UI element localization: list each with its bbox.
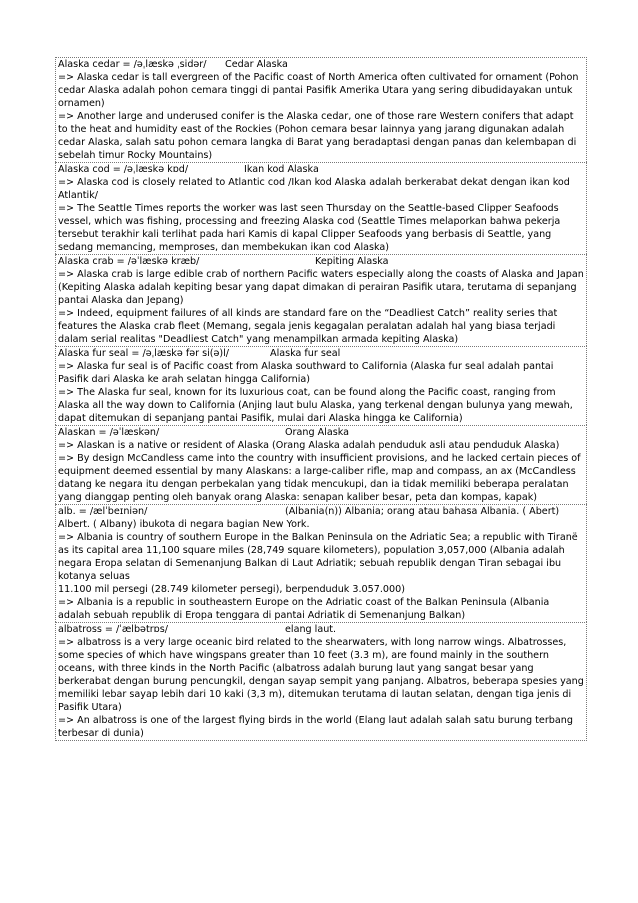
dictionary-page: [55, 57, 587, 741]
entry-definition: => Alaska cedar is tall evergreen of the Pacific coast of North America often cultivated for ornament (Pohon cedar Alaska adalah pohon cemara tinggi di pantai Pasifik Amerika Utara yang sering dibudidayakan untuk ornamen): [58, 72, 579, 109]
entry-definition: => albatross is a very large oceanic bird related to the shearwaters, with long narrow wings. Albatrosses, some species of which have wingspans greater than 10 feet (3.3 m), are found mainly in the southern oceans, with three kinds in the North Pacific (albatross adalah burung laut yang sangat besar yang berkerabat dengan burung pencungkil, dengan sayap sempit yang panjang. Albatros, beberapa spesies yang memiliki lebar sayap lebih dari 10 kaki (3,3 m), ditemukan terutama di lautan selatan, dengan tiga jenis di Pasifik Utara): [58, 637, 584, 713]
entry-term: Alaskan = /əˈlæskən/: [58, 427, 160, 438]
entry-definition: => Albania is country of southern Europe in the Balkan Peninsula on the Adriatic Sea; a republic with Tiranë as its capital area 11,100 square miles (28,749 square kilometers), population 3,057,000 (Albania adalah negara Eropa selatan di Semenanjung Balkan di Laut Adriatik; sebuah republik dengan Tiran sebagai ibu kotanya seluas: [58, 532, 578, 582]
entry-translation: elang laut.: [285, 624, 337, 635]
entry-translation: Ikan kod Alaska: [244, 164, 319, 175]
entry-term: albatross = /ˈælbətrɒs/: [58, 624, 168, 635]
entry-translation: Kepiting Alaska: [315, 256, 389, 267]
dictionary-entry: [55, 162, 587, 254]
entry-example: => Indeed, equipment failures of all kinds are standard fare on the “Deadliest Catch” reality series that features the Alaska crab fleet (Memang, segala jenis kegagalan peralatan adalah hal yang biasa terjadi dalam serial realitas "Deadliest Catch" yang menampilkan armada kepiting Alaska): [58, 308, 558, 345]
entry-definition: => Alaska fur seal is of Pacific coast from Alaska southward to California (Alaska fur seal adalah pantai Pasifik dari Alaska ke arah selatan hingga California): [58, 361, 554, 385]
entry-headword-row: [58, 255, 584, 268]
dictionary-entry: [55, 346, 587, 425]
entry-term: Alaska cod = /əˌlæskə kɒd/: [58, 164, 189, 175]
entry-term: alb. = /ælˈbeɪniən/: [58, 506, 148, 517]
entry-headword-row: [58, 505, 584, 518]
dictionary-entry: [55, 622, 587, 741]
dictionary-entry: [55, 504, 587, 622]
entry-example: => The Seattle Times reports the worker was last seen Thursday on the Seattle-based Clipper Seafoods vessel, which was fishing, processing and freezing Alaska cod (Seattle Times melaporkan bahwa pekerja tersebut terakhir kali terlihat pada hari Kamis di kapal Clipper Seafoods yang berbasis di Seattle, yang sedang memancing, memproses, dan membekukan ikan cod Alaska): [58, 203, 561, 253]
entry-headword-row: [58, 58, 584, 71]
entry-translation: (Albania(n)) Albania; orang atau bahasa Albania. ( Abert): [285, 506, 560, 517]
entry-translation: Cedar Alaska: [225, 59, 288, 70]
entry-example: => Another large and underused conifer is the Alaska cedar, one of those rare Western conifers that adapt to the heat and humidity east of the Rockies (Pohon cemara besar lainnya yang jarang digunakan adalah cedar Alaska, salah satu pohon cemara langka di Barat yang beradaptasi dengan panas dan kelembapan di sebelah timur Rocky Mountains): [58, 111, 577, 161]
dictionary-entry: [55, 254, 587, 346]
entry-definition: => Alaskan is a native or resident of Alaska (Orang Alaska adalah penduduk asli atau penduduk Alaska): [58, 440, 560, 451]
entry-headword-row: [58, 163, 584, 176]
dictionary-entry: [55, 425, 587, 504]
entry-example: => An albatross is one of the largest flying birds in the world (Elang laut adalah salah satu burung terbang terbesar di dunia): [58, 715, 573, 739]
entry-headword-row: [58, 623, 584, 636]
entry-definition-continued: 11.100 mil persegi (28.749 kilometer persegi), berpenduduk 3.057.000): [58, 584, 405, 595]
entry-term: Alaska crab = /əˈlæskə kræb/: [58, 256, 200, 267]
entry-example: => The Alaska fur seal, known for its luxurious coat, can be found along the Pacific coast, ranging from Alaska all the way down to California (Anjing laut bulu Alaska, yang terkenal dengan bulunya yang mewah, dapat ditemukan di sepanjang pantai Pasifik, mulai dari Alaska hingga ke California): [58, 387, 573, 424]
entry-term: Alaska fur seal = /əˌlæskə fər si(ə)l/: [58, 348, 230, 359]
entry-translation: Alaska fur seal: [270, 348, 341, 359]
entry-example: => Albania is a republic in southeastern Europe on the Adriatic coast of the Balkan Peninsula (Albania adalah sebuah republik di Eropa tenggara di pantai Adriatik di Semenanjung Balkan): [58, 597, 550, 621]
entry-headword-row: [58, 347, 584, 360]
entry-term: Alaska cedar = /əˌlæskə ˌsidər/: [58, 59, 207, 70]
entry-definition: => Alaska cod is closely related to Atlantic cod /Ikan kod Alaska adalah berkerabat dekat dengan ikan kod Atlantik/: [58, 177, 570, 201]
entry-headword-row: [58, 426, 584, 439]
entry-example: => By design McCandless came into the country with insufficient provisions, and he lacked certain pieces of equipment deemed essential by many Alaskans: a large-caliber rifle, map and compass, an ax (McCandless datang ke negara itu dengan perbekalan yang tidak mencukupi, dan ia tidak memiliki beberapa peralatan yang dianggap penting oleh banyak orang Alaska: senapan kaliber besar, peta dan kompas, kapak): [58, 453, 581, 503]
entry-translation: Orang Alaska: [285, 427, 349, 438]
entry-definition: => Alaska crab is large edible crab of northern Pacific waters especially along the coasts of Alaska and Japan (Kepiting Alaska adalah kepiting besar yang dapat dimakan di perairan Pasifik utara, terutama di sepanjang pantai Alaska dan Jepang): [58, 269, 584, 306]
dictionary-entry: [55, 57, 587, 162]
entry-continuation: Albert. ( Albany) ibukota di negara bagian New York.: [58, 519, 310, 530]
